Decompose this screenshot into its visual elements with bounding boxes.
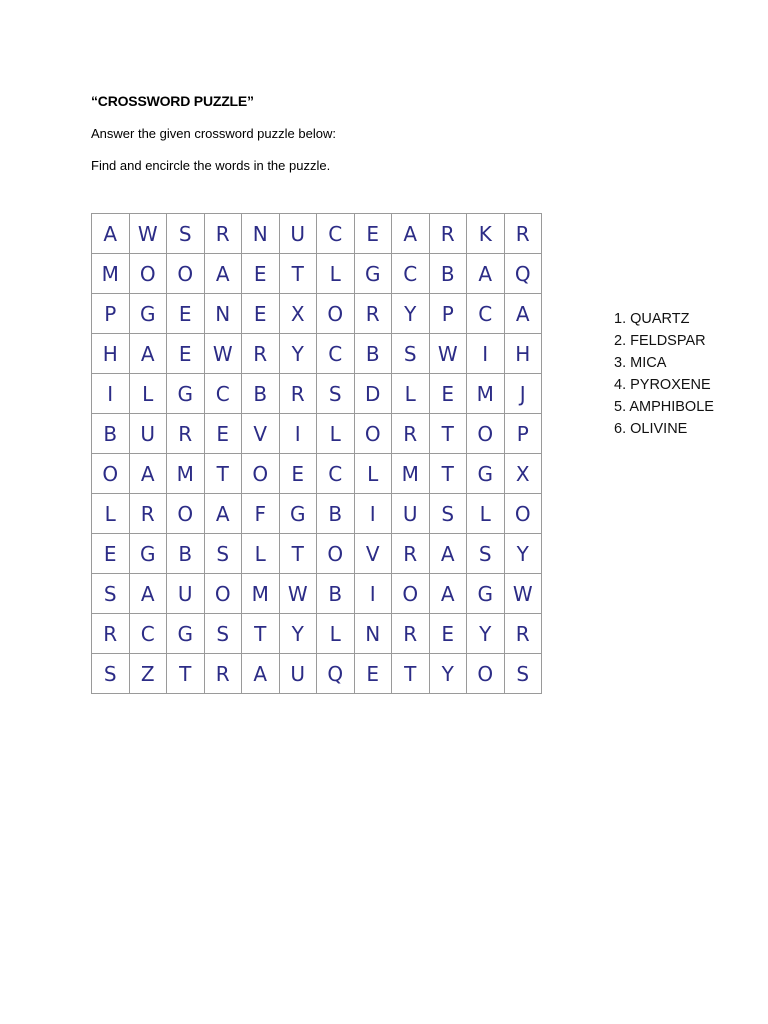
grid-cell[interactable]: S <box>92 574 130 614</box>
grid-cell[interactable]: A <box>129 574 167 614</box>
word-list-item: 3. MICA <box>614 355 667 371</box>
grid-cell[interactable]: F <box>242 494 280 534</box>
grid-cell[interactable]: A <box>129 334 167 374</box>
grid-cell[interactable]: M <box>167 454 205 494</box>
grid-cell[interactable]: A <box>392 214 430 254</box>
grid-cell[interactable]: O <box>242 454 280 494</box>
word-list-item: 2. FELDSPAR <box>614 333 706 349</box>
grid-cell[interactable]: E <box>167 294 205 334</box>
grid-cell[interactable]: N <box>354 614 392 654</box>
grid-cell[interactable]: O <box>392 574 430 614</box>
grid-cell[interactable]: O <box>317 534 355 574</box>
grid-cell[interactable]: S <box>204 614 242 654</box>
grid-cell[interactable]: J <box>504 374 542 414</box>
grid-cell[interactable]: U <box>392 494 430 534</box>
grid-cell[interactable]: L <box>317 254 355 294</box>
grid-cell[interactable]: U <box>279 654 317 694</box>
grid-row <box>92 574 542 614</box>
grid-cell[interactable]: B <box>354 334 392 374</box>
grid-cell[interactable]: A <box>204 494 242 534</box>
grid-cell[interactable]: R <box>429 214 467 254</box>
grid-cell[interactable]: T <box>279 254 317 294</box>
grid-cell[interactable]: S <box>167 214 205 254</box>
grid-row <box>92 454 542 494</box>
grid-cell[interactable]: R <box>354 294 392 334</box>
grid-cell[interactable]: K <box>467 214 505 254</box>
grid-cell[interactable]: E <box>429 614 467 654</box>
grid-cell[interactable]: R <box>92 614 130 654</box>
grid-cell[interactable]: T <box>279 534 317 574</box>
grid-cell[interactable]: T <box>429 414 467 454</box>
grid-cell[interactable]: Q <box>317 654 355 694</box>
grid-cell[interactable]: O <box>167 254 205 294</box>
grid-cell[interactable]: G <box>354 254 392 294</box>
grid-cell[interactable]: W <box>129 214 167 254</box>
grid-cell[interactable]: Y <box>392 294 430 334</box>
grid-cell[interactable]: C <box>467 294 505 334</box>
grid-row <box>92 494 542 534</box>
grid-row <box>92 214 542 254</box>
grid-cell[interactable]: T <box>392 654 430 694</box>
grid-cell[interactable]: W <box>504 574 542 614</box>
grid-cell[interactable]: X <box>279 294 317 334</box>
grid-cell[interactable]: B <box>92 414 130 454</box>
grid-cell[interactable]: H <box>92 334 130 374</box>
grid-cell[interactable]: S <box>467 534 505 574</box>
grid-cell[interactable]: S <box>429 494 467 534</box>
grid-cell[interactable]: O <box>92 454 130 494</box>
grid-cell[interactable]: R <box>204 654 242 694</box>
grid-cell[interactable]: M <box>92 254 130 294</box>
grid-cell[interactable]: O <box>204 574 242 614</box>
grid-cell[interactable]: R <box>392 614 430 654</box>
grid-cell[interactable]: T <box>167 654 205 694</box>
grid-cell[interactable]: S <box>204 534 242 574</box>
grid-cell[interactable]: Y <box>279 614 317 654</box>
grid-cell[interactable]: I <box>467 334 505 374</box>
grid-cell[interactable]: O <box>317 294 355 334</box>
grid-cell[interactable]: E <box>354 214 392 254</box>
word-list-item: 5. AMPHIBOLE <box>614 399 714 415</box>
grid-row <box>92 614 542 654</box>
grid-cell[interactable]: C <box>317 454 355 494</box>
grid-cell[interactable]: M <box>392 454 430 494</box>
grid-cell[interactable]: W <box>204 334 242 374</box>
grid-cell[interactable]: M <box>242 574 280 614</box>
grid-cell[interactable]: G <box>129 534 167 574</box>
grid-cell[interactable]: P <box>92 294 130 334</box>
grid-cell[interactable]: C <box>392 254 430 294</box>
grid-cell[interactable]: E <box>354 654 392 694</box>
grid-cell[interactable]: B <box>317 494 355 534</box>
grid-cell[interactable]: O <box>129 254 167 294</box>
grid-cell[interactable]: R <box>279 374 317 414</box>
grid-cell[interactable]: T <box>242 614 280 654</box>
grid-cell[interactable]: A <box>467 254 505 294</box>
grid-cell[interactable]: Z <box>129 654 167 694</box>
instruction-text: Answer the given crossword puzzle below: <box>91 126 336 141</box>
word-search-grid <box>91 213 542 694</box>
grid-row <box>92 294 542 334</box>
grid-cell[interactable]: Y <box>279 334 317 374</box>
word-list-item: 1. QUARTZ <box>614 311 690 327</box>
grid-cell[interactable]: B <box>317 574 355 614</box>
grid-row <box>92 254 542 294</box>
grid-cell[interactable]: A <box>204 254 242 294</box>
grid-cell[interactable]: R <box>504 614 542 654</box>
grid-row <box>92 374 542 414</box>
word-list-item: 6. OLIVINE <box>614 421 688 437</box>
grid-cell[interactable]: G <box>467 574 505 614</box>
grid-cell[interactable]: O <box>504 494 542 534</box>
grid-cell[interactable]: P <box>504 414 542 454</box>
grid-cell[interactable]: B <box>429 254 467 294</box>
grid-cell[interactable]: A <box>129 454 167 494</box>
grid-cell[interactable]: W <box>429 334 467 374</box>
grid-cell[interactable]: Q <box>504 254 542 294</box>
grid-cell[interactable]: Y <box>467 614 505 654</box>
grid-cell[interactable]: L <box>354 454 392 494</box>
grid-cell[interactable]: O <box>167 494 205 534</box>
grid-row <box>92 414 542 454</box>
grid-cell[interactable]: E <box>242 254 280 294</box>
grid-cell[interactable]: X <box>504 454 542 494</box>
word-list-item: 4. PYROXENE <box>614 377 711 393</box>
grid-row <box>92 534 542 574</box>
grid-cell[interactable]: I <box>279 414 317 454</box>
grid-cell[interactable]: U <box>129 414 167 454</box>
grid-cell[interactable]: C <box>204 374 242 414</box>
grid-cell[interactable]: O <box>467 654 505 694</box>
grid-cell[interactable]: S <box>92 654 130 694</box>
grid-cell[interactable]: R <box>167 414 205 454</box>
grid-cell[interactable]: W <box>279 574 317 614</box>
grid-cell[interactable]: E <box>92 534 130 574</box>
grid-cell[interactable]: L <box>92 494 130 534</box>
grid-row <box>92 654 542 694</box>
grid-cell[interactable]: A <box>504 294 542 334</box>
grid-cell[interactable]: D <box>354 374 392 414</box>
grid-cell[interactable]: E <box>242 294 280 334</box>
grid-cell[interactable]: T <box>429 454 467 494</box>
grid-cell[interactable]: R <box>204 214 242 254</box>
grid-cell[interactable]: B <box>242 374 280 414</box>
grid-cell[interactable]: G <box>279 494 317 534</box>
grid-cell[interactable]: Y <box>504 534 542 574</box>
grid-cell[interactable]: L <box>317 414 355 454</box>
grid-cell[interactable]: L <box>317 614 355 654</box>
grid-cell[interactable]: S <box>504 654 542 694</box>
grid-cell[interactable]: H <box>504 334 542 374</box>
grid-cell[interactable]: A <box>429 534 467 574</box>
grid-cell[interactable]: C <box>317 334 355 374</box>
grid-cell[interactable]: M <box>467 374 505 414</box>
grid-cell[interactable]: G <box>167 614 205 654</box>
grid-cell[interactable]: V <box>242 414 280 454</box>
grid-cell[interactable]: L <box>242 534 280 574</box>
grid-cell[interactable]: V <box>354 534 392 574</box>
grid-cell[interactable]: C <box>129 614 167 654</box>
grid-cell[interactable]: R <box>504 214 542 254</box>
grid-cell[interactable]: R <box>392 414 430 454</box>
instruction-text: Find and encircle the words in the puzzle. <box>91 158 331 173</box>
grid-cell[interactable]: P <box>429 294 467 334</box>
grid-cell[interactable]: A <box>242 654 280 694</box>
grid-cell[interactable]: O <box>354 414 392 454</box>
grid-cell[interactable]: S <box>317 374 355 414</box>
grid-cell[interactable]: C <box>317 214 355 254</box>
grid-cell[interactable]: I <box>92 374 130 414</box>
grid-cell[interactable]: G <box>167 374 205 414</box>
grid-cell[interactable]: A <box>429 574 467 614</box>
grid-cell[interactable]: N <box>204 294 242 334</box>
grid-cell[interactable]: E <box>429 374 467 414</box>
grid-cell[interactable]: L <box>129 374 167 414</box>
grid-cell[interactable]: Y <box>429 654 467 694</box>
grid-cell[interactable]: S <box>392 334 430 374</box>
grid-cell[interactable]: T <box>204 454 242 494</box>
grid-cell[interactable]: A <box>92 214 130 254</box>
grid-cell[interactable]: L <box>467 494 505 534</box>
word-list <box>614 308 714 440</box>
grid-cell[interactable]: G <box>467 454 505 494</box>
grid-cell[interactable]: O <box>467 414 505 454</box>
grid-cell[interactable]: R <box>392 534 430 574</box>
grid-cell[interactable]: B <box>167 534 205 574</box>
grid-cell[interactable]: I <box>354 494 392 534</box>
grid-row <box>92 334 542 374</box>
grid-cell[interactable]: E <box>167 334 205 374</box>
page-title: “CROSSWORD PUZZLE” <box>91 93 254 109</box>
grid-cell[interactable]: G <box>129 294 167 334</box>
grid-cell[interactable]: I <box>354 574 392 614</box>
grid-cell[interactable]: L <box>392 374 430 414</box>
grid-cell[interactable]: E <box>204 414 242 454</box>
grid-cell[interactable]: R <box>129 494 167 534</box>
grid-cell[interactable]: U <box>167 574 205 614</box>
grid-cell[interactable]: E <box>279 454 317 494</box>
grid-cell[interactable]: R <box>242 334 280 374</box>
grid-cell[interactable]: U <box>279 214 317 254</box>
grid-cell[interactable]: N <box>242 214 280 254</box>
